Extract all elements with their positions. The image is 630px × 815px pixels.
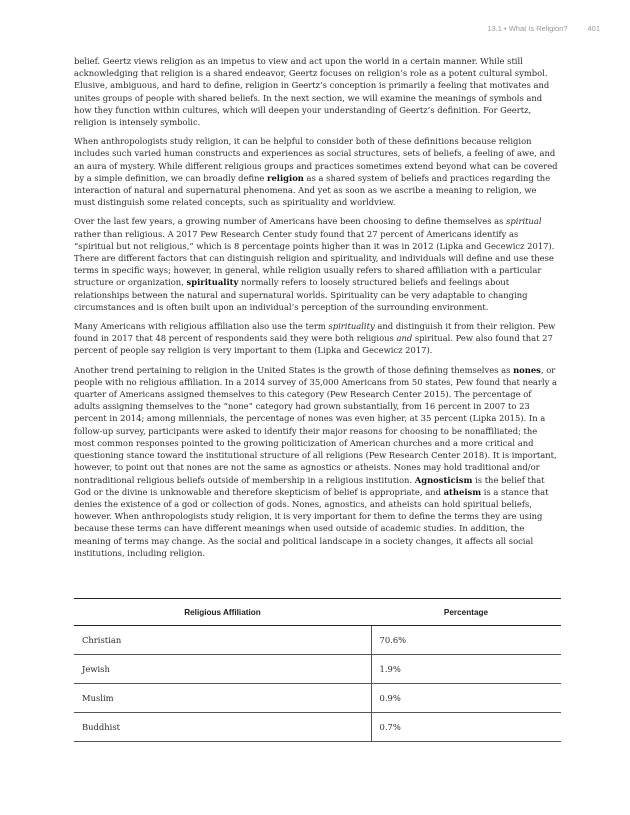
affiliation-cell: Buddhist (74, 713, 371, 742)
emphasis-text: and (396, 333, 413, 344)
emphasis-text: spiritual (506, 216, 542, 227)
table-row (74, 626, 561, 655)
table-row (74, 684, 561, 713)
text-run: is a stance that denies the existence of a god or collection of gods. Nones, agnostics, and atheists can hold spiritual beliefs, however. When anthropologists study religion, it is very important for them to define the terms they are using because these terms can have different meanings when used outside of academic studies. In addition, the meaning of terms may change. As the social and political landscape in a society changes, it affects all social institutions, including religion. (74, 486, 549, 558)
percentage-cell: 1.9% (371, 655, 561, 684)
table-row (74, 655, 561, 684)
text-run: and distinguish it from their religion. Pew found in 2017 that 48 percent of respondents said they were both religious (74, 321, 556, 344)
text-run: rather than religious. A 2017 Pew Research Center study found that 27 percent of Americans identify as “spiritual but not religious,” which is 8 percentage points higher than it was in 2012 (Lipka and Gecewicz 2017). There are different factors that can distinguish religion and spirituality, and individuals will define and use these terms in specific ways; however, in general, while religion usually refers to shared affiliation with a particular structure or organization, (74, 228, 555, 288)
table-header-row (74, 599, 561, 626)
emphasis-text: spirituality (328, 321, 375, 332)
text-run: Many Americans with religious affiliation also use the term (74, 321, 329, 332)
affiliation-cell: Christian (74, 626, 371, 655)
key-term: atheism (443, 486, 482, 497)
affiliation-cell: Jewish (74, 655, 371, 684)
section-title: 13.1 • What Is Religion? (487, 24, 568, 33)
paragraph (74, 55, 560, 128)
running-header (487, 24, 600, 33)
key-term: nones (513, 364, 541, 375)
affiliation-cell: Muslim (74, 684, 371, 713)
text-run: Another trend pertaining to religion in the United States is the growth of those defining themselves as (74, 364, 514, 375)
column-header-affiliation: Religious Affiliation (74, 599, 371, 626)
text-run: as a shared system of beliefs and practices regarding the interaction of natural and supernatural phenomena. And yet as soon as we ascribe a meaning to religion, we must distinguish some related concepts, such as spirituality and worldview. (74, 172, 551, 208)
paragraph (74, 215, 560, 313)
table-row (74, 713, 561, 742)
column-header-percentage: Percentage (371, 599, 561, 626)
key-term: religion (267, 172, 304, 183)
body-text (74, 55, 560, 566)
paragraph (74, 135, 560, 208)
text-run: spiritual. Pew also found that 27 percent of people say religion is very important to them (Lipka and Gecewicz 2017). (74, 333, 553, 356)
percentage-cell: 0.9% (371, 684, 561, 713)
percentage-cell: 70.6% (371, 626, 561, 655)
key-term: Agnosticism (414, 474, 473, 485)
religious-affiliation-table (74, 598, 561, 742)
text-run: is the belief that God or the divine is unknowable and therefore skepticism of belief is appropriate, and (74, 474, 545, 497)
key-term: spirituality (186, 277, 239, 288)
text-run: When anthropologists study religion, it can be helpful to consider both of these definitions because religion includes such varied human constructs and experiences as social structures, sets of beliefs, a feeling of awe, and an aura of mystery. While different religious groups and practices sometimes extend beyond what can be covered by a simple definition, we can broadly define (74, 136, 558, 183)
text-run: normally refers to loosely structured beliefs and feelings about relationships between the natural and supernatural worlds. Spirituality can be very adaptable to changing circumstances and is often built upon an individual’s perception of the surrounding environment. (74, 277, 528, 312)
page-number: 401 (587, 24, 600, 33)
text-run: belief. Geertz views religion as an impetus to view and act upon the world in a certain manner. While still acknowledging that religion is a shared endeavor, Geertz focuses on religion’s role as a potent cultural symbol. Elusive, ambiguous, and hard to define, religion in Geertz’s conception is primarily a feeling that motivates and unites groups of people with shared beliefs. In the next section, we will examine the meanings of symbols and how they function within cultures, which will deepen your understanding of Geertz’s definition. For Geertz, religion is intensely symbolic. (74, 56, 550, 128)
text-run: , or people with no religious affiliation. In a 2014 survey of 35,000 Americans from 50 states, Pew found that nearly a quarter of Americans assigned themselves to this category (Pew Research Center 2015). The percentage of adults assigning themselves to the “none” category had grown substantially, from 16 percent in 2007 to 23 percent in 2014; among millennials, the percentage of nones was even higher, at 35 percent (Lipka 2015). In a follow-up survey, participants were asked to identify their major reasons for choosing to be nonaffiliated; the most common responses pointed to the growing politicization of American churches and a more critical and questioning stance toward the institutional structure of all religions (Pew Research Center 2018). It is important, however, to point out that nones are not the same as agnostics or atheists. Nones may hold traditional and/or nontraditional religious beliefs outside of membership in a religious institution. (74, 364, 557, 485)
paragraph (74, 364, 560, 559)
paragraph (74, 320, 560, 357)
text-run: Over the last few years, a growing number of Americans have been choosing to define themselves as (74, 216, 507, 227)
percentage-cell: 0.7% (371, 713, 561, 742)
